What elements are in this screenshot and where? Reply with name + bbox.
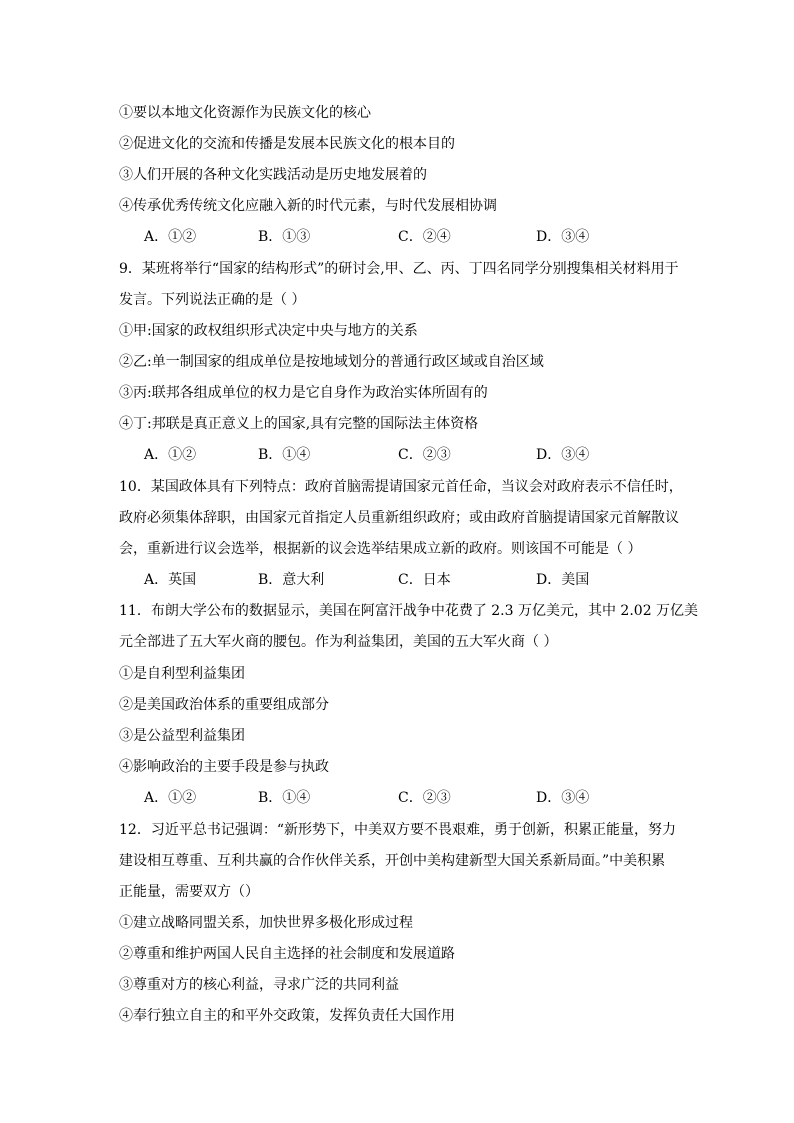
q8-statement-2: ②促进文化的交流和传播是发展本民族文化的根本目的 [119,136,455,152]
q12-statement-2: ②尊重和维护两国人民自主选择的社会制度和发展道路 [119,946,455,962]
q11-statement-2: ②是美国政治体系的重要组成部分 [119,697,329,713]
q11-option-b: B．①④ [258,790,311,806]
q11-option-c: C．②③ [398,790,451,806]
q11-statement-4: ④影响政治的主要手段是参与执政 [119,759,329,775]
q8-options [144,227,664,247]
q8-option-d: D．③④ [536,229,590,245]
q11-stem-line-1: 11．布朗大学公布的数据显示，美国在阿富汗战争中花费了 2.3 万亿美元，其中 2.02 万亿美 [119,603,699,619]
q9-option-b: B．①④ [258,447,311,463]
q10-stem-line-3: 会，重新进行议会选举，根据新的议会选举结果成立新的政府。则该国不可能是（ ） [119,541,642,557]
q12-statement-1: ①建立战略同盟关系，加快世界多极化形成过程 [119,915,413,931]
q9-options [144,445,664,465]
q8-statement-3: ③人们开展的各种文化实践活动是历史地发展着的 [119,167,427,183]
q10-option-a: A．英国 [144,572,197,588]
q11-option-d: D．③④ [536,790,590,806]
q9-option-d: D．③④ [536,447,590,463]
q11-statement-3: ③是公益型利益集团 [119,728,245,744]
q12-statement-3: ③尊重对方的核心利益，寻求广泛的共同利益 [119,977,399,993]
q8-statement-4: ④传承优秀传统文化应融入新的时代元素，与时代发展相协调 [119,198,497,214]
q8-option-b: B．①③ [258,229,311,245]
q10-option-d: D．美国 [536,572,590,588]
q8-statement-1: ①要以本地文化资源作为民族文化的核心 [119,105,371,121]
q9-option-c: C．②③ [398,447,451,463]
q9-statement-4: ④丁:邦联是真正意义上的国家,具有完整的国际法主体资格 [119,416,479,432]
q9-statement-2: ②乙:单一制国家的组成单位是按地域划分的普通行政区域或自治区域 [119,354,544,370]
q8-option-a: A．①② [144,229,197,245]
q10-option-c: C．日本 [398,572,451,588]
q12-stem-line-1: 12．习近平总书记强调：“新形势下，中美双方要不畏艰难，勇于创新，积累正能量，努力 [119,822,676,838]
q11-options [144,788,664,808]
q9-stem-line-2: 发言。下列说法正确的是（ ） [119,292,306,308]
q9-option-a: A．①② [144,447,197,463]
q11-statement-1: ①是自利型利益集团 [119,666,245,682]
q9-statement-3: ③丙:联邦各组成单位的权力是它自身作为政治实体所固有的 [119,385,488,401]
q10-stem-line-2: 政府必须集体辞职，由国家元首指定人员重新组织政府；或由政府首脑提请国家元首解散议 [119,510,679,526]
q10-option-b: B．意大利 [258,572,325,588]
q10-stem-line-1: 10．某国政体具有下列特点：政府首脑需提请国家元首任命，当议会对政府表示不信任时， [119,479,683,495]
q9-stem-line-1: 9．某班将举行“国家的结构形式”的研讨会,甲、乙、丙、丁四名同学分别搜集相关材料用于 [119,261,679,277]
q8-option-c: C．②④ [398,229,451,245]
q12-stem-line-2: 建设相互尊重、互利共赢的合作伙伴关系，开创中美构建新型大国关系新局面。”中美积累 [119,853,666,869]
q11-option-a: A．①② [144,790,197,806]
q10-options [144,570,664,590]
q11-stem-line-2: 元全部进了五大军火商的腰包。作为利益集团，美国的五大军火商（ ） [119,634,558,650]
q12-stem-line-3: 正能量，需要双方（） [119,884,259,900]
q12-statement-4: ④奉行独立自主的和平外交政策，发挥负责任大国作用 [119,1008,455,1024]
q9-statement-1: ①甲:国家的政权组织形式决定中央与地方的关系 [119,323,418,339]
